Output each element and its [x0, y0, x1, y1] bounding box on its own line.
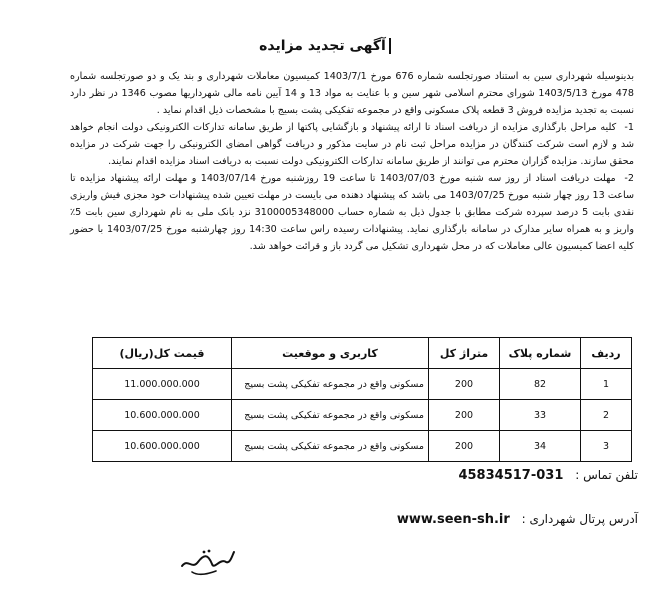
notice-body — [70, 68, 634, 255]
table-row — [93, 431, 632, 462]
item-number: 2- — [624, 173, 634, 184]
cell-price: 10.600.000.000 — [93, 400, 232, 431]
col-header-area: متراژ کل — [429, 338, 500, 369]
item-text: مهلت دریافت اسناد از روز سه شنبه مورخ 1403/07/03 تا ساعت 19 روزشنبه مورخ 1403/07/14 و مهلت ارائه پیشنهاد مزایده تا ساعت 13 روز چهار شنبه مورخ 1403/07/25 می باشد که پیشنهاد دهنده می بایست در مهلت تعیین شده پیشنهادات خود مجزی فیش واریزی نقدی بابت 5 درصد سپرده شرکت مطابق با جدول ذیل به شماره حساب 3100005348000 نزد بانک ملی به نام شهرداری سین بابت 5٪ واریز و به همراه سایر مدارک در سامانه بارگذاری نماید. پیشنهادات رسیده راس ساعت 14:30 روز چهارشنبه مورخ 1403/07/25 با حضور کلیه اعضا کمیسیون عالی معاملات که در محل شهرداری تشکیل می گردد باز و قرائت خواهد شد. — [70, 173, 635, 252]
notice-title — [0, 38, 650, 54]
cell-usage: مسکونی واقع در مجموعه تفکیکی پشت بسیج — [232, 400, 429, 431]
cell-row-number: 1 — [581, 369, 632, 400]
cell-price: 10.600.000.000 — [93, 431, 232, 462]
contact-portal — [397, 512, 638, 527]
portal-label: آدرس پرتال شهرداری : — [521, 512, 638, 526]
list-item — [70, 119, 634, 170]
title-text: آگهی تجدید مزایده — [259, 38, 386, 54]
col-header-price: قیمت کل(ریال) — [93, 338, 232, 369]
cell-row-number: 2 — [581, 400, 632, 431]
col-header-row-number: ردیف — [581, 338, 632, 369]
item-number: 1- — [624, 122, 634, 133]
item-text: کلیه مراحل بارگذاری مزایده از دریافت اسناد تا ارائه پیشنهاد و بازگشایی پاکتها از طریق سامانه تدارکات الکترونیکی دولت انجام خواهد شد و لازم است شرکت کنندگان در مزایده مراحل ثبت نام در سایت مذکور و دریافت گواهی امضای الکترونیکی را جهت شرکت در مزایده محقق سازند. مزایده گزاران محترم می توانند از طریق سامانه تدارکات الکترونیکی دولت نسبت به دریافت اسناد مزایده اقدام نمایند. — [70, 122, 634, 167]
table-row — [93, 369, 632, 400]
cell-area: 200 — [429, 431, 500, 462]
portal-link[interactable]: www.seen-sh.ir — [396, 512, 510, 527]
cell-plot-number: 34 — [500, 431, 581, 462]
phone-label: تلفن تماس : — [575, 468, 638, 482]
cell-area: 200 — [429, 369, 500, 400]
list-item — [70, 170, 634, 255]
col-header-usage: کاربری و موقعیت — [232, 338, 429, 369]
cell-plot-number: 82 — [500, 369, 581, 400]
plots-table — [92, 337, 632, 462]
cell-area: 200 — [429, 400, 500, 431]
table-row — [93, 400, 632, 431]
table-header-row — [93, 338, 632, 369]
title-bar — [389, 38, 391, 54]
intro-paragraph: بدینوسیله شهرداری سین به استناد صورتجلسه شماره 676 مورخ 1403/7/1 کمیسیون معاملات شهرداری و بند یک و دو صورتجلسه شماره 478 مورخ 1403/5/13 شورای محترم اسلامی شهر سین و با عنایت به مواد 13 و 14 آیین نامه مالی شهرداریها مصوب 1346 در نظر دارد نسبت به تجدید مزایده فروش 3 قطعه پلاک مسکونی واقع در مجموعه تفکیکی پشت بسیج با مشخصات ذیل اقدام نماید . — [70, 71, 635, 116]
handwritten-signature — [178, 544, 238, 580]
phone-number[interactable]: 031-45834517 — [458, 468, 564, 483]
cell-price: 11.000.000.000 — [93, 369, 232, 400]
cell-usage: مسکونی واقع در مجموعه تفکیکی پشت بسیج — [232, 369, 429, 400]
cell-plot-number: 33 — [500, 400, 581, 431]
cell-row-number: 3 — [581, 431, 632, 462]
contact-phone — [458, 468, 638, 483]
cell-usage: مسکونی واقع در مجموعه تفکیکی پشت بسیج — [232, 431, 429, 462]
col-header-plot-number: شماره پلاک — [500, 338, 581, 369]
